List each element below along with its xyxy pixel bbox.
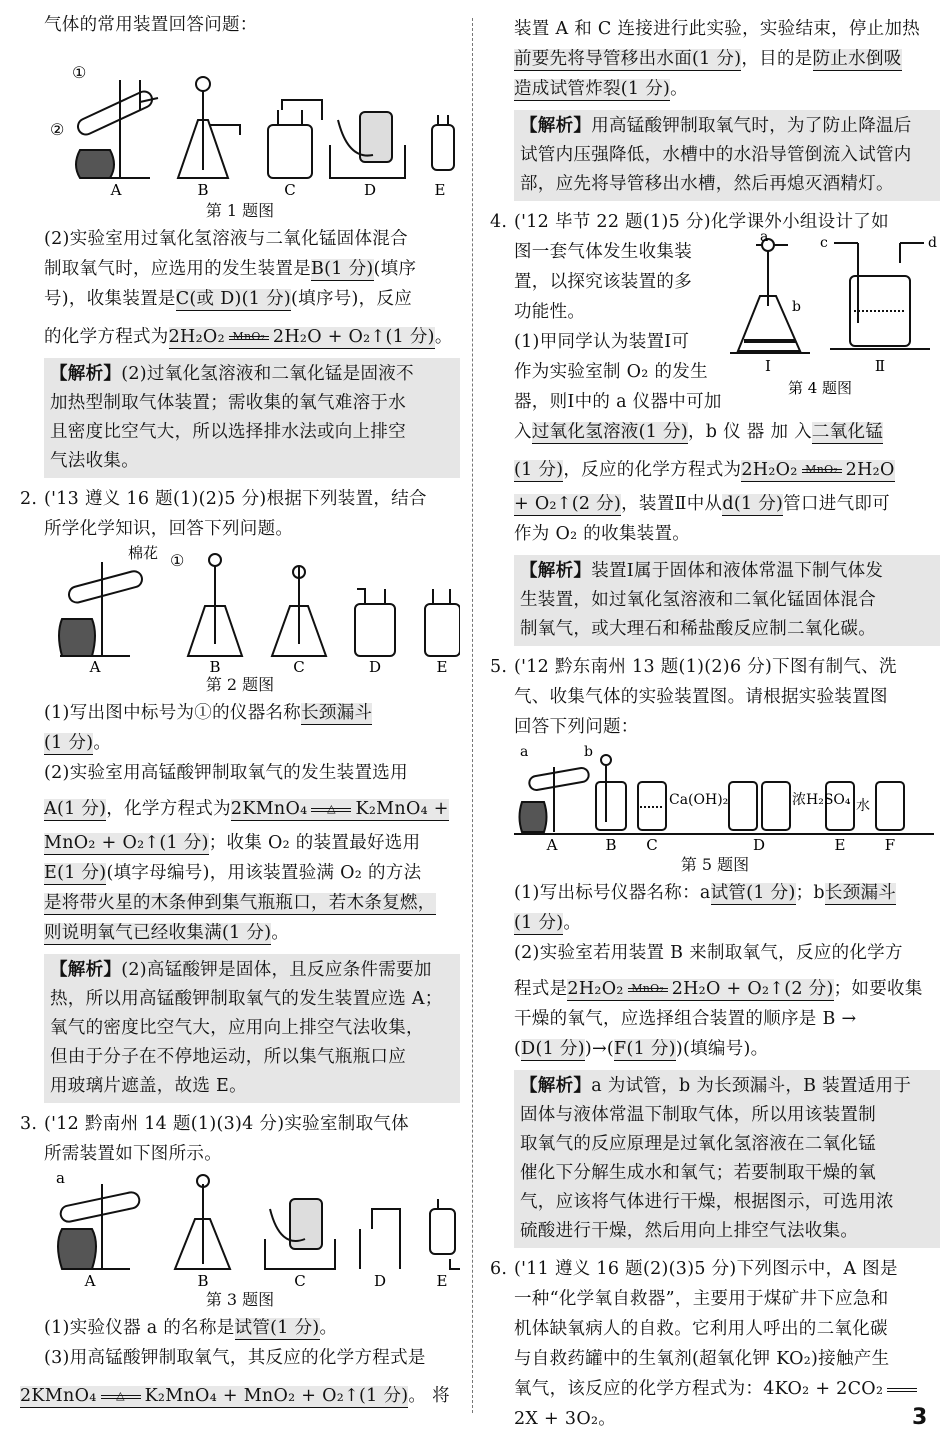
figure-1-caption: 第 1 题图	[205, 201, 275, 220]
figure-4-mark-b: b	[792, 299, 801, 315]
figure-1-label-d: D	[363, 181, 377, 198]
analysis-box-4: 【解析】装置Ⅰ属于固体和液体常温下制气体发 生装置，如过氧化氢溶液和二氧化锰固体混合 制氧气，或大理石和稀盐酸反应制二氧化碳。	[514, 555, 940, 646]
figure-5-label-a: A	[546, 836, 558, 852]
answer-generator-b: B(1 分)	[311, 259, 374, 279]
q6-line-3: 机体缺氧病人的自救。它利用人呼出的二氧化碳	[514, 1319, 888, 1339]
figure-5-mark-a: a	[520, 744, 529, 760]
figure-5-label-f: F	[884, 836, 896, 852]
answer-test-tube: 试管(1 分)	[234, 1318, 320, 1338]
q4-line-10: 作为 O₂ 的收集装置。	[514, 524, 691, 544]
figure-3-label-a: A	[84, 1272, 96, 1287]
figure-5-label-e: E	[834, 836, 846, 852]
answer-funnel: 长颈漏斗	[301, 703, 373, 723]
figure-4-mark-d: d	[928, 235, 937, 251]
figure-4-mark-c: c	[820, 235, 828, 251]
figure-5-label-c: C	[646, 836, 658, 852]
q5-2-line-2: 程式是2H₂O₂ MnO₂ 2H₂O + O₂↑(2 分)；如要收集	[514, 979, 923, 999]
answer-collector-c: C(或 D)(1 分)	[175, 289, 292, 309]
figure-1-mark-2: ②	[50, 120, 65, 139]
figure-1	[20, 40, 460, 198]
figure-2-caption: 第 2 题图	[205, 675, 275, 694]
q4-head: 4. ('12 毕节 22 题(1)5 分)化学课外小组设计了如	[490, 212, 889, 232]
figure-3	[20, 1169, 460, 1287]
figure-1-mark-1: ①	[72, 63, 87, 82]
figure-2-label-c: C	[293, 658, 305, 672]
figure-3-label-d: D	[373, 1272, 387, 1287]
figure-3-mark-a: a	[56, 1169, 65, 1187]
q2-head-line-2: 所学化学知识，回答下列问题。	[44, 519, 294, 539]
figure-2-mark-1: ①	[170, 551, 185, 570]
figure-1-label-b: B	[197, 181, 209, 198]
figure-3-label-c: C	[294, 1272, 306, 1287]
q5-2-line-4: (D(1 分))→(F(1 分))(填编号)。	[514, 1039, 769, 1059]
figure-5-mark-h2so4: 浓H₂SO₄	[792, 792, 851, 808]
q4-line-9: + O₂↑(2 分)，装置Ⅱ中从d(1 分)管口进气即可	[514, 494, 890, 514]
q2-head-line-1: 2. ('13 遵义 16 题(1)(2)5 分)根据下列装置，结合	[20, 489, 427, 509]
column-divider	[472, 18, 473, 1413]
figure-3-label-e: E	[436, 1272, 448, 1287]
figure-1-label-c: C	[284, 181, 296, 198]
figure-5	[514, 742, 950, 852]
q2-2-line-4: E(1 分)(填字母编号)，用该装置验满 O₂ 的方法	[44, 863, 422, 883]
q3-head-line-2: 所需装置如下图所示。	[44, 1144, 222, 1164]
q2-2-line-6: 则说明氧气已经收集满(1 分)。	[44, 923, 290, 943]
cont-line-2: 前要先将导管移出水面(1 分)，目的是防止水倒吸	[514, 49, 902, 69]
q2-1-line-2: (1 分)。	[44, 733, 112, 753]
q2-2-line-3: MnO₂ + O₂↑(1 分)；收集 O₂ 的装置最好选用	[44, 833, 421, 853]
figure-5-label-d: D	[752, 836, 766, 852]
page-number: 3	[912, 1405, 928, 1430]
analysis-box-1: 【解析】(2)过氧化氢溶液和二氧化锰是固液不 加热型制取气体装置；需收集的氧气难溶于水 且密度比空气大，所以选择排水法或向上排空 气法收集。	[44, 358, 460, 478]
figure-3-label-b: B	[197, 1272, 209, 1287]
analysis-box-2: 【解析】(2)高锰酸钾是固体，且反应条件需要加 热，所以用高锰酸钾制取氧气的发生装置应选 A； 氧气的密度比空气大，应用向上排空气法收集， 但由于分子在不停地运动，所以集气瓶瓶口应 用玻璃片遮盖，故选 E。	[44, 954, 460, 1103]
figure-5-caption: 第 5 题图	[680, 855, 750, 874]
figure-1-label-a: A	[110, 181, 122, 198]
q3-3-line-1: (3)用高锰酸钾制取氧气，其反应的化学方程式是	[44, 1348, 426, 1368]
figure-2-label-a: A	[89, 658, 101, 672]
figure-5-mark-water: 水	[856, 798, 870, 814]
figure-2-mark-cotton: 棉花	[128, 544, 159, 562]
analysis-box-3: 【解析】用高锰酸钾制取氧气时，为了防止降温后 试管内压强降低，水槽中的水沿导管倒流入试管内 部，应先将导管移出水槽，然后再熄灭酒精灯。	[514, 110, 940, 201]
figure-5-mark-b: b	[584, 744, 593, 760]
q3-1-line: (1)实验仪器 a 的名称是试管(1 分)。	[44, 1318, 338, 1338]
q5-1-line-1: (1)写出标号仪器名称：a试管(1 分)；b长颈漏斗	[514, 883, 897, 903]
figure-4-mark-a: a	[760, 231, 769, 245]
q6-line-5: 氧气，该反应的化学方程式为：4KO₂ + 2CO₂	[490, 1374, 940, 1404]
figure-5-label-b: B	[605, 836, 617, 852]
figure-2-label-e: E	[436, 658, 448, 672]
q3-3-line-2: 2KMnO₄ △ K₂MnO₄ + MnO₂ + O₂↑(1 分)。 将	[20, 1386, 450, 1406]
figure-1-label-e: E	[434, 181, 446, 198]
figure-3-caption: 第 3 题图	[205, 1290, 275, 1309]
figure-2-label-b: B	[209, 658, 221, 672]
q6-line-1: 6. ('11 遵义 16 题(2)(3)5 分)下列图示中，A 图是	[490, 1259, 898, 1279]
q6-line-4: 与自救药罐中的生氧剂(超氧化钾 KO₂)接触产生	[514, 1349, 890, 1369]
q1-2-line-2: 制取氧气时，应选用的发生装置是B(1 分)(填序	[44, 259, 417, 279]
q1-2-line-1: (2)实验室用过氧化氢溶液与二氧化锰固体混合	[44, 229, 408, 249]
intro-text: 气体的常用装置回答问题：	[44, 15, 258, 35]
q4-line-8: (1 分)，反应的化学方程式为2H₂O₂ MnO₂ 2H₂O	[514, 460, 895, 480]
q2-2-line-5: 是将带火星的木条伸到集气瓶瓶口，若木条复燃，	[44, 893, 436, 913]
figure-4-label-2: Ⅱ	[874, 357, 886, 375]
q5-2-line-3: 干燥的氧气，应选择组合装置的顺序是 B →	[514, 1009, 857, 1029]
cont-line-1: 装置 A 和 C 连接进行此实验，实验结束，停止加热	[514, 19, 921, 39]
q2-2-line-2: A(1 分)，化学方程式为2KMnO₄ △ K₂MnO₄ +	[44, 799, 449, 819]
q4-line-7: 入过氧化氢溶液(1 分)，b 仪 器 加 入二氧化锰	[514, 422, 884, 442]
q3-head-line-1: 3. ('12 黔南州 14 题(1)(3)4 分)实验室制取气体	[20, 1114, 409, 1134]
answer-equation-h2o2: 2H₂O₂ MnO₂ 2H₂O + O₂↑(1 分)	[168, 327, 435, 347]
figure-4-label-1: Ⅰ	[765, 357, 771, 375]
q1-2-line-3: 号)，收集装置是C(或 D)(1 分)(填序号)，反应	[44, 289, 413, 309]
right-column	[490, 0, 940, 1434]
q2-2-line-1: (2)实验室用高锰酸钾制取氧气的发生装置选用	[44, 763, 408, 783]
q5-head-2: 气、收集气体的实验装置图。请根据实验装置图	[514, 687, 888, 707]
q2-1-line-1: (1)写出图中标号为①的仪器名称长颈漏斗	[44, 703, 373, 723]
q1-part2	[20, 224, 460, 352]
q6-line-2: 一种“化学氧自救器”，主要用于煤矿井下应急和	[514, 1289, 889, 1309]
figure-5-mark-caoh2: Ca(OH)₂	[669, 792, 729, 808]
left-column	[20, 0, 460, 1411]
q5-2-line-1: (2)实验室若用装置 B 来制取氧气，反应的化学方	[514, 943, 903, 963]
figure-4	[730, 231, 940, 401]
analysis-box-5: 【解析】a 为试管，b 为长颈漏斗，B 装置适用于 固体与液体常温下制取气体，所以用该装置制 取氧气的反应原理是过氧化氢溶液在二氧化锰 催化下分解生成水和氧气；若要制取干燥的氧 气，应该将气体进行干燥，根据图示，可选用浓 硫酸进行干燥，然后用向上排空气法收集。	[514, 1070, 940, 1248]
q6-line-6: 2X + 3O₂。	[514, 1409, 617, 1429]
figure-2-label-d: D	[368, 658, 382, 672]
cont-line-3: 造成试管炸裂(1 分)。	[514, 79, 688, 99]
q1-2-line-4: 的化学方程式为2H₂O₂ MnO₂ 2H₂O + O₂↑(1 分)。	[44, 327, 453, 347]
figure-4-caption: 第 4 题图	[787, 379, 853, 397]
figure-2	[20, 544, 460, 672]
q5-head-3: 回答下列问题：	[514, 717, 639, 737]
q4-text-with-figure: 图一套气体发生收集装 置，以探究该装置的多 功能性。 (1)甲同学认为装置Ⅰ可 作为实验室制 O₂ 的发生 器，则Ⅰ中的 a 仪器中可加 a b c d Ⅰ Ⅱ 第 4 题图	[490, 237, 940, 417]
q5-1-line-2: (1 分)。	[514, 913, 582, 933]
q5-head-1: 5. ('12 黔东南州 13 题(1)(2)6 分)下图有制气、洗	[490, 657, 897, 677]
